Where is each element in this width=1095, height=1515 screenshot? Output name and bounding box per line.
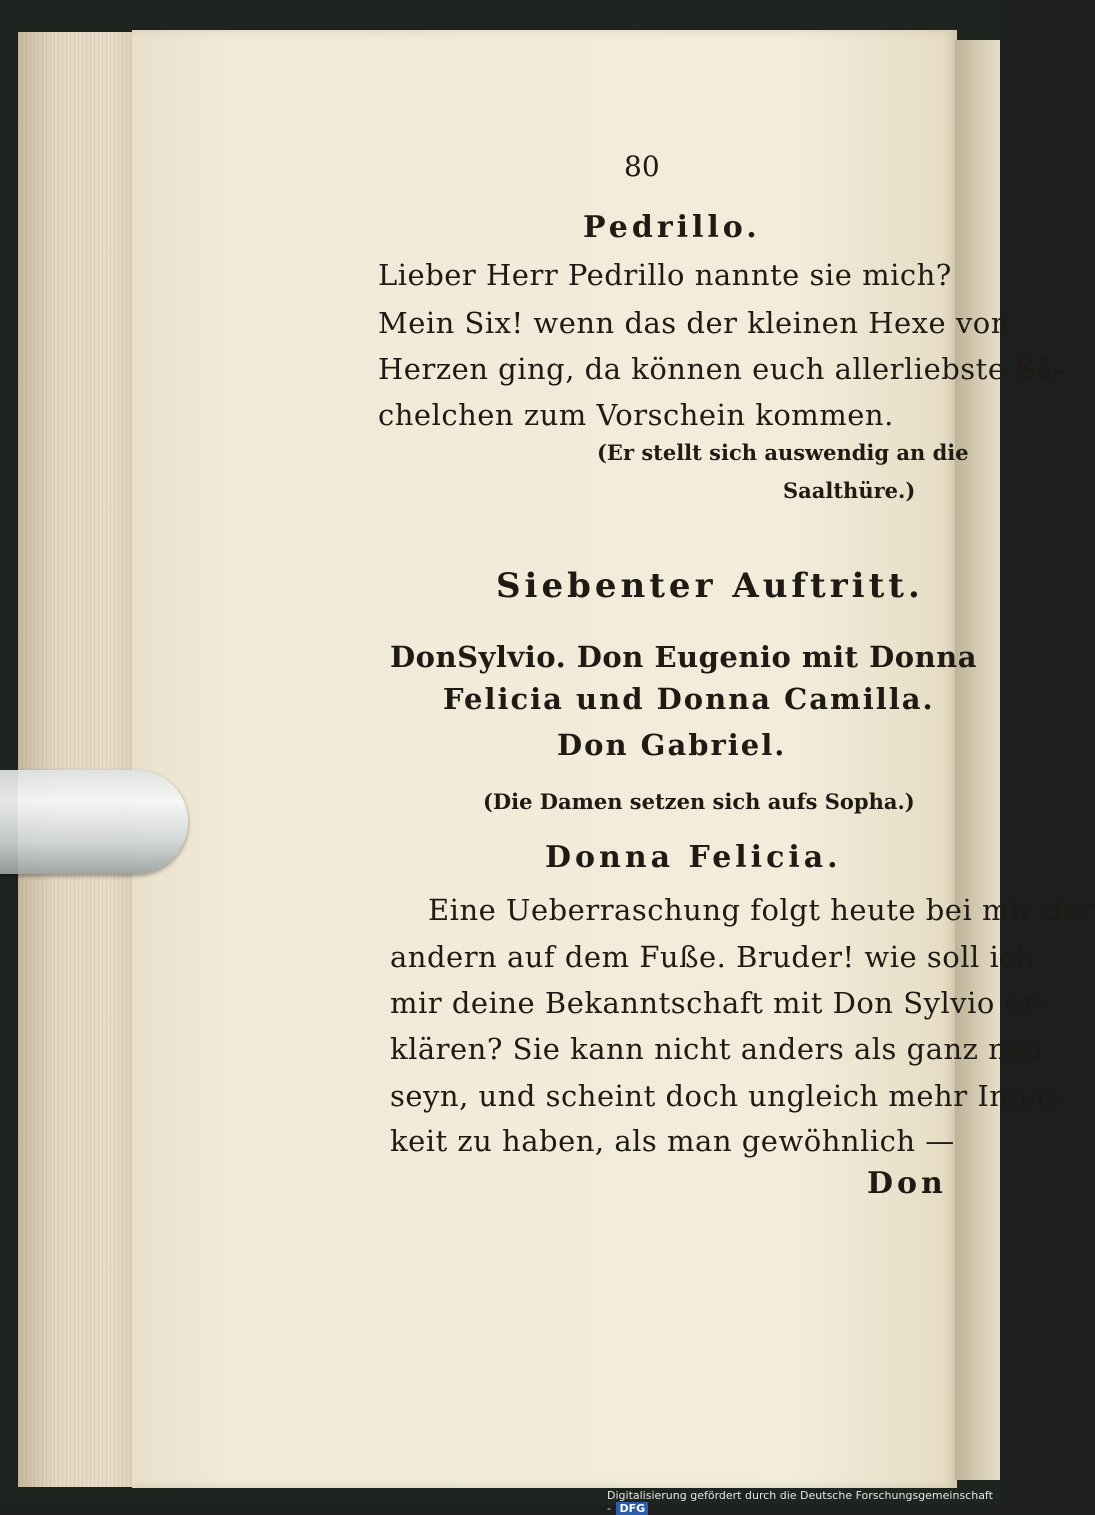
digitization-footer <box>607 1489 1000 1515</box>
text-line: seyn, und scheint doch ungleich mehr Innig- <box>390 1079 1067 1113</box>
stage-direction: (Er stellt sich auswendig an die <box>597 440 969 465</box>
page-edges <box>18 32 148 1487</box>
persons-line: Felicia und Donna Camilla. <box>443 682 935 716</box>
persons-line: Don Gabriel. <box>557 728 787 762</box>
text-line: mir deine Bekanntschaft mit Don Sylvio er- <box>390 986 1047 1020</box>
speaker-donna-felicia: Donna Felicia. <box>545 840 842 875</box>
scene-heading: Siebenter Auftritt. <box>496 566 924 606</box>
text-line: keit zu haben, als man gewöhnlich — <box>390 1124 955 1158</box>
footer-text: Digitalisierung gefördert durch die Deutsche Forschungsgemeinschaft - <box>607 1489 993 1515</box>
text-line: Mein Six! wenn das der kleinen Hexe von <box>378 306 1010 340</box>
text-line: Eine Ueberraschung folgt heute bei mir der <box>428 893 1095 927</box>
glass-page-weight <box>0 770 190 874</box>
text-line: klären? Sie kann nicht anders als ganz neu <box>390 1032 1045 1066</box>
speaker-pedrillo: Pedrillo. <box>583 210 761 245</box>
facing-page-edge <box>955 40 1000 1480</box>
persons-line: DonSylvio. Don Eugenio mit Donna <box>390 640 978 674</box>
page-number: 80 <box>624 150 660 183</box>
text-line: andern auf dem Fuße. Bruder! wie soll ich <box>390 940 1036 974</box>
book-page <box>132 30 957 1488</box>
text-line: Herzen ging, da können euch allerliebste Sä- <box>378 352 1064 386</box>
text-line: chelchen zum Vorschein kommen. <box>378 398 894 432</box>
dfg-logo: DFG <box>616 1502 648 1515</box>
text-line: Lieber Herr Pedrillo nannte sie mich? <box>378 258 952 292</box>
stage-direction: Saalthüre.) <box>783 478 916 503</box>
stage-direction: (Die Damen setzen sich aufs Sopha.) <box>483 789 915 814</box>
catchword: Don <box>867 1166 947 1201</box>
